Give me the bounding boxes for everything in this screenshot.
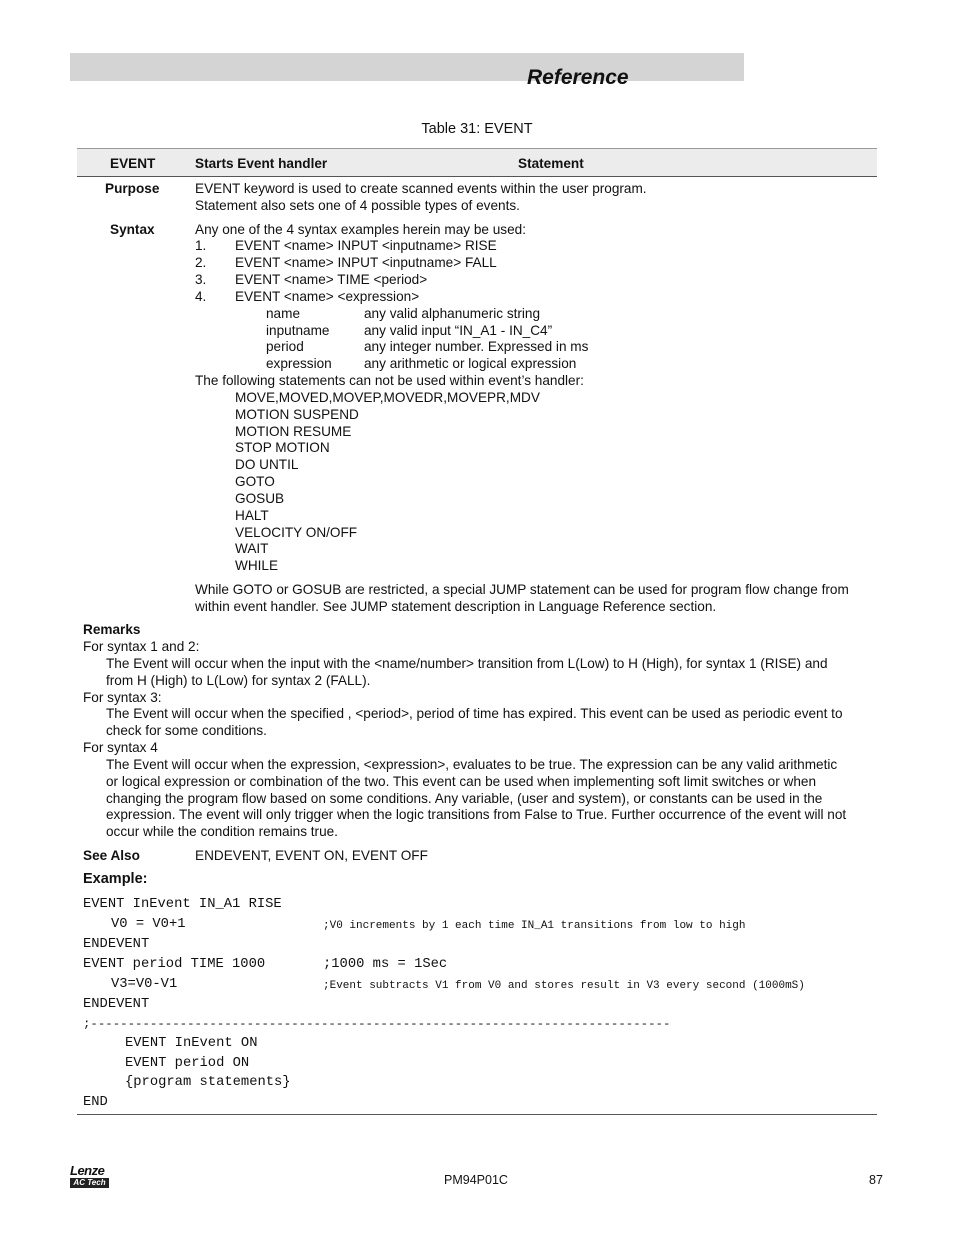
- param-desc: any valid input “IN_A1 - IN_C4”: [364, 323, 553, 338]
- restricted-intro: The following statements can not be used within event’s handler:: [195, 373, 584, 388]
- syntax-item-number: 4.: [195, 289, 207, 304]
- restricted-statement: GOSUB: [235, 491, 285, 506]
- syntax-item-number: 1.: [195, 238, 207, 253]
- restricted-statement: MOVE,MOVED,MOVEP,MOVEDR,MOVEPR,MDV: [235, 390, 540, 405]
- header-bar: [70, 53, 744, 81]
- param-name: period: [266, 339, 304, 354]
- syntax-note: While GOTO or GOSUB are restricted, a special JUMP statement can be used for program flow change from: [195, 582, 849, 597]
- syntax-intro: Any one of the 4 syntax examples herein may be used:: [195, 222, 526, 237]
- code-comment: ;Event subtracts V1 from V0 and stores result in V3 every second (1000mS): [323, 980, 805, 992]
- restricted-statement: DO UNTIL: [235, 457, 299, 472]
- code-line: END: [83, 1095, 108, 1110]
- remarks-text: The Event will occur when the expression, <expression>, evaluates to be true. The expression can be any valid arithmetic: [106, 757, 838, 772]
- remarks-text: changing the program flow based on some conditions. Any variable, (user and system), or constants can be used in the: [106, 791, 823, 806]
- remarks-text: or logical expression or combination of the two. This event can be used when implementing soft limit switches or when: [106, 774, 817, 789]
- remarks-text: The Event will occur when the input with the <name/number> transition from L(Low) to H (High), for syntax 1 (RISE) and: [106, 656, 828, 671]
- code-line: {program statements}: [125, 1075, 291, 1090]
- table-bottom-rule: [77, 1114, 877, 1115]
- remarks-label: Remarks: [83, 622, 141, 637]
- code-separator: ;------------------------------------------------------------------------------: [83, 1017, 671, 1031]
- param-desc: any integer number. Expressed in ms: [364, 339, 589, 354]
- syntax-item-number: 2.: [195, 255, 207, 270]
- logo-text: Lenze: [70, 1163, 105, 1178]
- code-comment: ;1000 ms = 1Sec: [323, 957, 448, 972]
- code-line: ENDEVENT: [83, 997, 150, 1012]
- lenze-logo: [70, 1164, 110, 1188]
- restricted-statement: VELOCITY ON/OFF: [235, 525, 358, 540]
- page-number: 87: [869, 1173, 883, 1187]
- code-line: EVENT period TIME 1000: [83, 957, 266, 972]
- restricted-statement: HALT: [235, 508, 269, 523]
- remarks-syntax-label: For syntax 3:: [83, 690, 162, 705]
- param-name: expression: [266, 356, 332, 371]
- table-caption: Table 31: EVENT: [421, 121, 533, 137]
- param-name: inputname: [266, 323, 330, 338]
- table-header-description: Starts Event handler: [195, 156, 328, 171]
- code-line: EVENT InEvent IN_A1 RISE: [83, 897, 282, 912]
- purpose-line: EVENT keyword is used to create scanned events within the user program.: [195, 181, 647, 196]
- remarks-syntax-label: For syntax 1 and 2:: [83, 639, 200, 654]
- restricted-statement: WHILE: [235, 558, 279, 573]
- syntax-item-number: 3.: [195, 272, 207, 287]
- restricted-statement: GOTO: [235, 474, 275, 489]
- remarks-text: from H (High) to L(Low) for syntax 2 (FALL).: [106, 673, 371, 688]
- remarks-text: expression. The event will only trigger when the logic transitions from False to True. Further occurrence of the event will not: [106, 807, 847, 822]
- purpose-label: Purpose: [105, 181, 160, 196]
- table-header-type: Statement: [518, 156, 584, 171]
- restricted-statement: MOTION RESUME: [235, 424, 352, 439]
- param-desc: any valid alphanumeric string: [364, 306, 541, 321]
- restricted-statement: WAIT: [235, 541, 269, 556]
- restricted-statement: STOP MOTION: [235, 440, 330, 455]
- section-title: Reference: [527, 66, 629, 89]
- code-line: ENDEVENT: [83, 937, 150, 952]
- code-line: EVENT period ON: [125, 1056, 250, 1071]
- restricted-statement: MOTION SUSPEND: [235, 407, 359, 422]
- remarks-text: The Event will occur when the specified , <period>, period of time has expired. This event can be used as periodic event to: [106, 706, 843, 721]
- code-comment: ;V0 increments by 1 each time IN_A1 transitions from low to high: [323, 920, 746, 932]
- purpose-line: Statement also sets one of 4 possible types of events.: [195, 198, 520, 213]
- remarks-text: check for some conditions.: [106, 723, 267, 738]
- syntax-item-text: EVENT <name> <expression>: [235, 289, 420, 304]
- syntax-note: within event handler. See JUMP statement description in Language Reference section.: [195, 599, 717, 614]
- code-line: V0 = V0+1: [111, 917, 186, 932]
- syntax-item-text: EVENT <name> TIME <period>: [235, 272, 428, 287]
- remarks-syntax-label: For syntax 4: [83, 740, 158, 755]
- document-code: PM94P01C: [444, 1173, 508, 1187]
- remarks-text: occur while the condition remains true.: [106, 824, 338, 839]
- syntax-item-text: EVENT <name> INPUT <inputname> RISE: [235, 238, 497, 253]
- syntax-label: Syntax: [110, 222, 155, 237]
- table-header-event: EVENT: [110, 156, 156, 171]
- param-name: name: [266, 306, 301, 321]
- example-label: Example:: [83, 871, 148, 887]
- see-also-text: ENDEVENT, EVENT ON, EVENT OFF: [195, 848, 428, 863]
- syntax-item-text: EVENT <name> INPUT <inputname> FALL: [235, 255, 497, 270]
- code-line: EVENT InEvent ON: [125, 1036, 258, 1051]
- see-also-label: See Also: [83, 848, 140, 863]
- param-desc: any arithmetic or logical expression: [364, 356, 577, 371]
- logo-subtext: AC Tech: [70, 1178, 109, 1188]
- code-line: V3=V0-V1: [111, 977, 178, 992]
